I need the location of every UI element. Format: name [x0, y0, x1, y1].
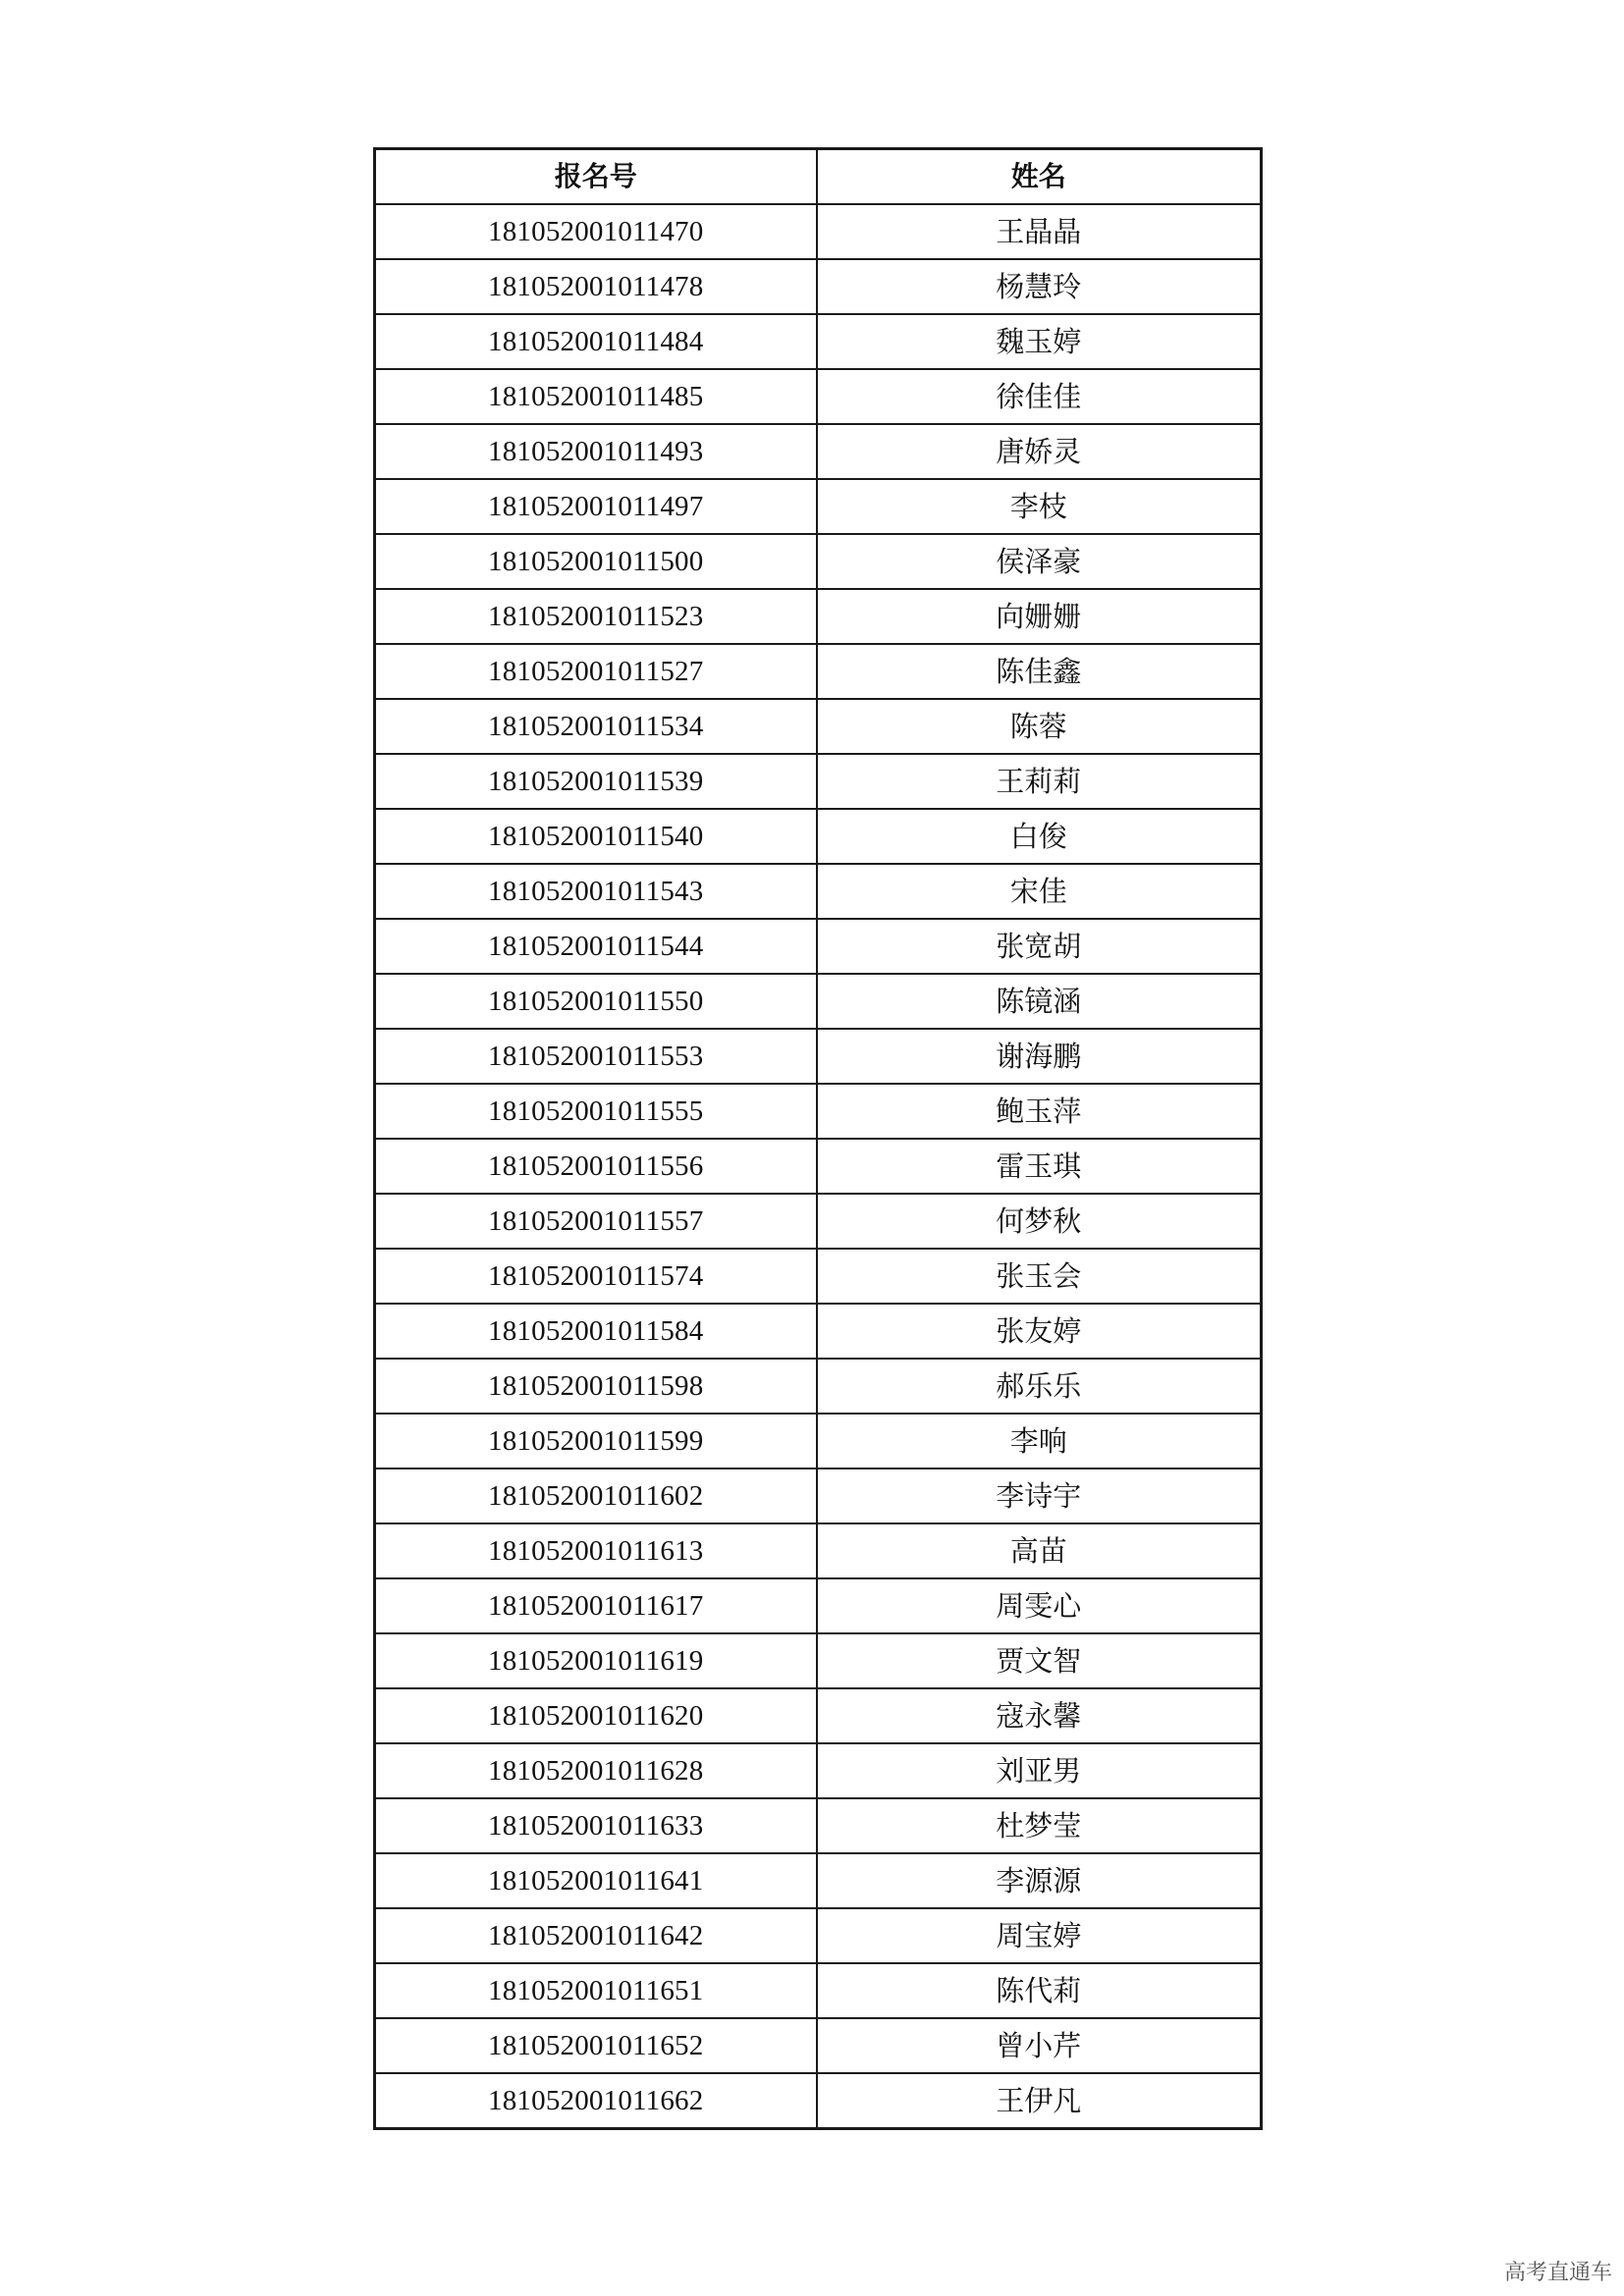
table-row — [375, 1578, 1262, 1633]
table-row — [375, 1853, 1262, 1908]
name-cell: 李诗宇 — [817, 1468, 1262, 1523]
name-cell: 曾小芹 — [817, 2018, 1262, 2073]
registration-number-cell: 181052001011485 — [375, 369, 817, 424]
registration-number-cell: 181052001011543 — [375, 864, 817, 919]
column-header-name: 姓名 — [817, 149, 1262, 205]
registration-number-cell: 181052001011662 — [375, 2073, 817, 2129]
registration-number-cell: 181052001011628 — [375, 1743, 817, 1798]
roster-table — [373, 147, 1263, 2130]
name-cell: 郝乐乐 — [817, 1359, 1262, 1414]
column-header-registration-number: 报名号 — [375, 149, 817, 205]
name-cell: 雷玉琪 — [817, 1139, 1262, 1194]
table-header-row — [375, 149, 1262, 205]
name-cell: 徐佳佳 — [817, 369, 1262, 424]
registration-number-cell: 181052001011493 — [375, 424, 817, 479]
registration-number-cell: 181052001011555 — [375, 1084, 817, 1139]
table-body — [375, 204, 1262, 2129]
registration-number-cell: 181052001011651 — [375, 1963, 817, 2018]
name-cell: 杜梦莹 — [817, 1798, 1262, 1853]
table-row — [375, 699, 1262, 754]
name-cell: 贾文智 — [817, 1633, 1262, 1688]
registration-number-cell: 181052001011500 — [375, 534, 817, 589]
table-row — [375, 1523, 1262, 1578]
table-row — [375, 1359, 1262, 1414]
table-row — [375, 1304, 1262, 1359]
name-cell: 向姗姗 — [817, 589, 1262, 644]
table-row — [375, 1414, 1262, 1468]
name-cell: 陈蓉 — [817, 699, 1262, 754]
name-cell: 鲍玉萍 — [817, 1084, 1262, 1139]
table-row — [375, 479, 1262, 534]
registration-number-cell: 181052001011470 — [375, 204, 817, 259]
table-row — [375, 534, 1262, 589]
name-cell: 李源源 — [817, 1853, 1262, 1908]
name-cell: 陈佳鑫 — [817, 644, 1262, 699]
name-cell: 宋佳 — [817, 864, 1262, 919]
name-cell: 唐娇灵 — [817, 424, 1262, 479]
registration-number-cell: 181052001011619 — [375, 1633, 817, 1688]
table-row — [375, 2073, 1262, 2129]
registration-number-cell: 181052001011633 — [375, 1798, 817, 1853]
registration-number-cell: 181052001011598 — [375, 1359, 817, 1414]
table-row — [375, 369, 1262, 424]
registration-number-cell: 181052001011527 — [375, 644, 817, 699]
table-row — [375, 644, 1262, 699]
table-row — [375, 1468, 1262, 1523]
name-cell: 高苗 — [817, 1523, 1262, 1578]
name-cell: 张友婷 — [817, 1304, 1262, 1359]
table-row — [375, 919, 1262, 974]
registration-number-cell: 181052001011539 — [375, 754, 817, 809]
table-row — [375, 1194, 1262, 1249]
name-cell: 李枝 — [817, 479, 1262, 534]
table-row — [375, 1688, 1262, 1743]
registration-number-cell: 181052001011613 — [375, 1523, 817, 1578]
table-row — [375, 1249, 1262, 1304]
registration-number-cell: 181052001011602 — [375, 1468, 817, 1523]
table-row — [375, 1139, 1262, 1194]
name-cell: 魏玉婷 — [817, 314, 1262, 369]
table-row — [375, 314, 1262, 369]
name-cell: 李响 — [817, 1414, 1262, 1468]
name-cell: 何梦秋 — [817, 1194, 1262, 1249]
table-row — [375, 1029, 1262, 1084]
table-row — [375, 864, 1262, 919]
name-cell: 周宝婷 — [817, 1908, 1262, 1963]
registration-number-cell: 181052001011478 — [375, 259, 817, 314]
registration-number-cell: 181052001011584 — [375, 1304, 817, 1359]
table-row — [375, 1743, 1262, 1798]
name-cell: 陈代莉 — [817, 1963, 1262, 2018]
name-cell: 张玉会 — [817, 1249, 1262, 1304]
name-cell: 王莉莉 — [817, 754, 1262, 809]
registration-number-cell: 181052001011642 — [375, 1908, 817, 1963]
name-cell: 周雯心 — [817, 1578, 1262, 1633]
registration-number-cell: 181052001011484 — [375, 314, 817, 369]
name-cell: 白俊 — [817, 809, 1262, 864]
table-row — [375, 1798, 1262, 1853]
name-cell: 杨慧玲 — [817, 259, 1262, 314]
registration-number-cell: 181052001011544 — [375, 919, 817, 974]
registration-number-cell: 181052001011540 — [375, 809, 817, 864]
registration-number-cell: 181052001011553 — [375, 1029, 817, 1084]
name-cell: 王晶晶 — [817, 204, 1262, 259]
registration-number-cell: 181052001011599 — [375, 1414, 817, 1468]
watermark-text: 高考直通车 — [1503, 2261, 1612, 2285]
registration-number-cell: 181052001011641 — [375, 1853, 817, 1908]
registration-number-cell: 181052001011574 — [375, 1249, 817, 1304]
table-row — [375, 1633, 1262, 1688]
registration-number-cell: 181052001011617 — [375, 1578, 817, 1633]
table-row — [375, 974, 1262, 1029]
registration-number-cell: 181052001011534 — [375, 699, 817, 754]
registration-number-cell: 181052001011556 — [375, 1139, 817, 1194]
table-row — [375, 204, 1262, 259]
table-row — [375, 589, 1262, 644]
name-cell: 刘亚男 — [817, 1743, 1262, 1798]
registration-number-cell: 181052001011652 — [375, 2018, 817, 2073]
registration-number-cell: 181052001011557 — [375, 1194, 817, 1249]
registration-number-cell: 181052001011550 — [375, 974, 817, 1029]
name-cell: 侯泽豪 — [817, 534, 1262, 589]
table-row — [375, 1963, 1262, 2018]
registration-number-cell: 181052001011620 — [375, 1688, 817, 1743]
table-row — [375, 809, 1262, 864]
name-cell: 陈镜涵 — [817, 974, 1262, 1029]
name-cell: 张宽胡 — [817, 919, 1262, 974]
name-cell: 寇永馨 — [817, 1688, 1262, 1743]
name-cell: 谢海鹏 — [817, 1029, 1262, 1084]
table-row — [375, 754, 1262, 809]
table-row — [375, 1084, 1262, 1139]
table-row — [375, 424, 1262, 479]
table-row — [375, 1908, 1262, 1963]
table-row — [375, 259, 1262, 314]
registration-number-cell: 181052001011523 — [375, 589, 817, 644]
table-row — [375, 2018, 1262, 2073]
name-cell: 王伊凡 — [817, 2073, 1262, 2129]
registration-number-cell: 181052001011497 — [375, 479, 817, 534]
